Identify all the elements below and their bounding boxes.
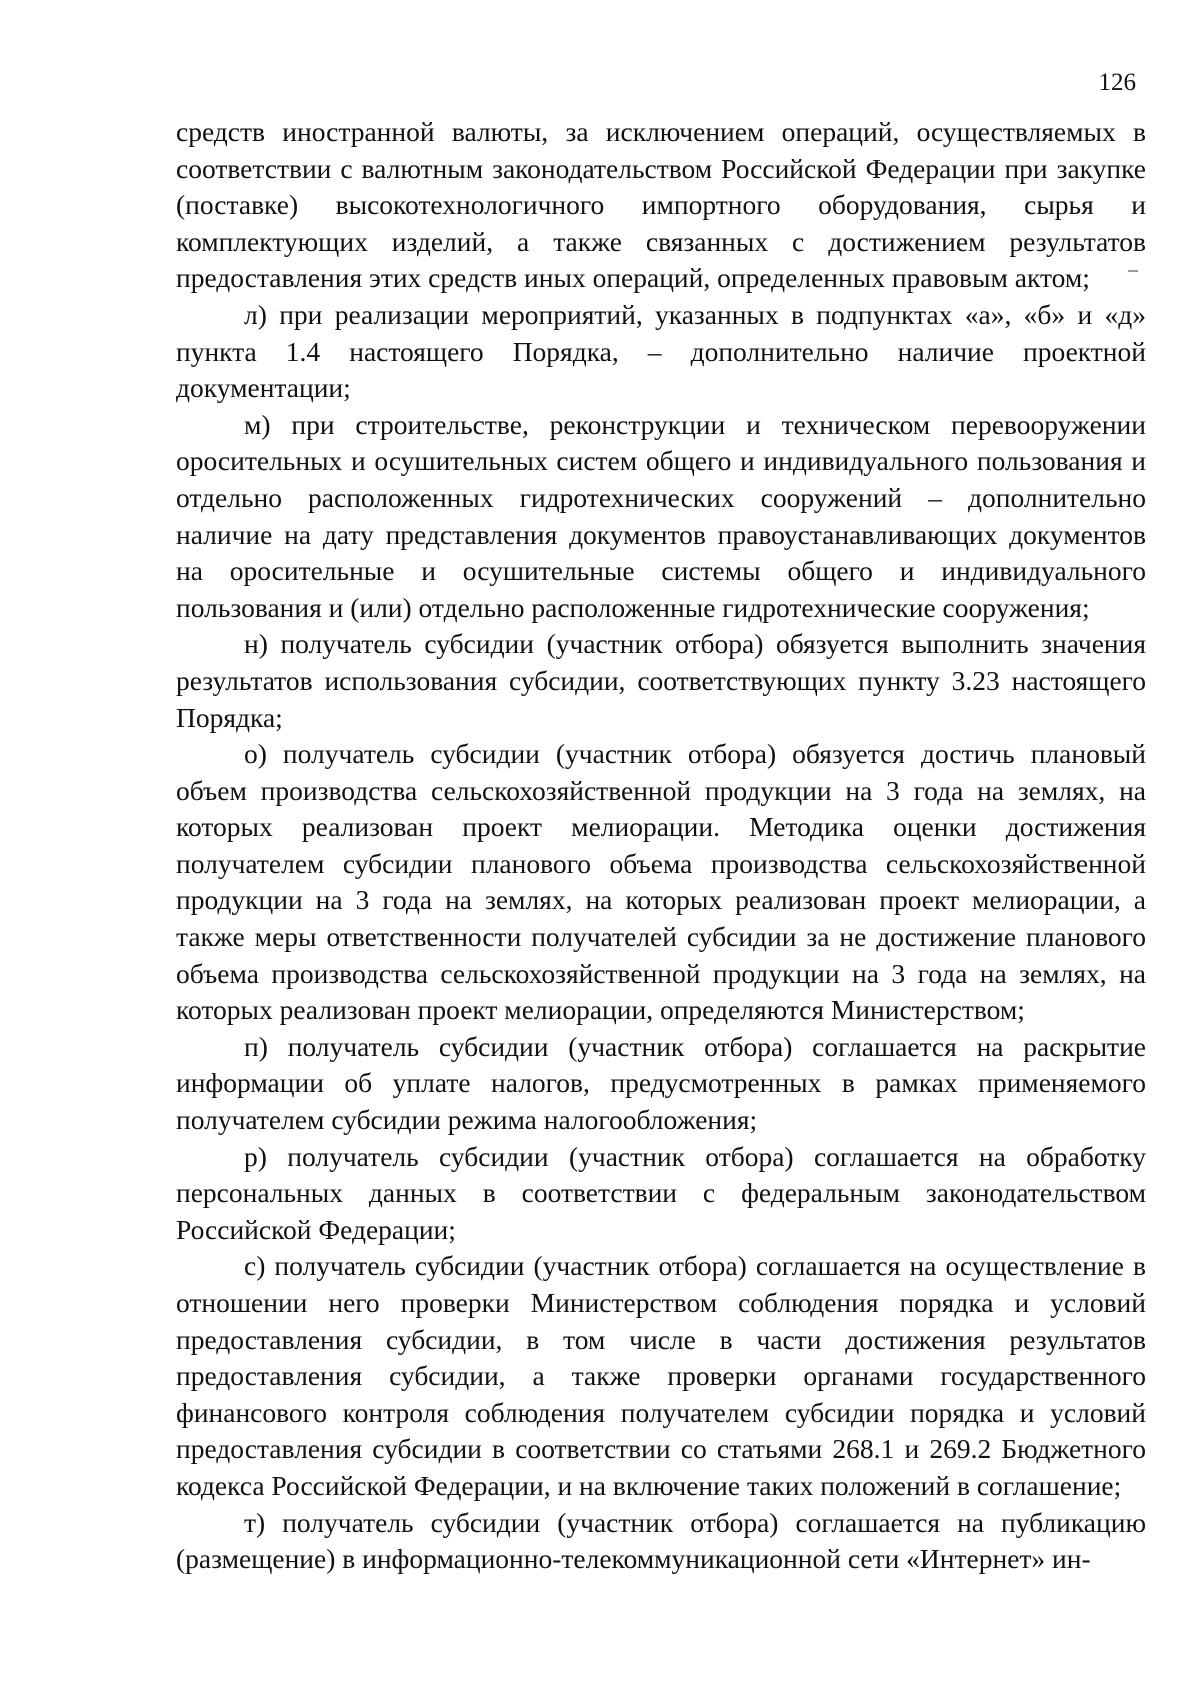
page-number: 126 [1098, 69, 1136, 96]
paragraph-item-l: л) при реализации мероприятий, указанных в подпунктах «а», «б» и «д» пункта 1.4 настоящего Порядка, – дополнительно наличие проектной документации; [176, 298, 1146, 404]
paragraph-item-p: п) получатель субсидии (участник отбора) соглашается на раскрытие информации об уплате налогов, предусмотренных в рамках применяемого получателем субсидии режима налогообложения; [176, 1030, 1146, 1136]
paragraph-item-o: о) получатель субсидии (участник отбора) обязуется достичь плановый объем производства сельскохозяйственной продукции на 3 года на землях, на которых реализован проект мелиорации. Методика оценки достижения получателем субсидии планового объема производства сельскохозяйственной продукции на 3 года на землях, на которых реализован проект мелиорации, а также меры ответственности получателей субсидии за не достижение планового объема производства сельскохозяйственной продукции на 3 года на землях, на которых реализован проект мелиорации, определяются Министерством; [176, 738, 1146, 1026]
paragraph-item-n: н) получатель субсидии (участник отбора) обязуется выполнить значения результатов использования субсидии, соответствующих пункту 3.23 настоящего Порядка; [176, 628, 1146, 733]
document-body [176, 114, 1146, 1578]
paragraph-item-r: р) получатель субсидии (участник отбора) соглашается на обработку персональных данных в соответствии с федеральным законодательством Российской Федерации; [176, 1140, 1146, 1245]
paragraph-item-m: м) при строительстве, реконструкции и техническом перевооружении оросительных и осушительных систем общего и индивидуального пользования и отдельно расположенных гидротехнических сооружений – дополнительно наличие на дату представления документов правоустанавливающих документов на оросительные и осушительные системы общего и индивидуального пользования и (или) отдельно расположенные гидротехнические сооружения; [176, 408, 1146, 623]
paragraph-item-s: с) получатель субсидии (участник отбора) соглашается на осуществление в отношении него проверки Министерством соблюдения порядка и условий предоставления субсидии, в том числе в части достижения результатов предоставления субсидии, а также проверки органами государственного финансового контроля соблюдения получателем субсидии порядка и условий предоставления субсидии в соответствии со статьями 268.1 и 269.2 Бюджетного кодекса Российской Федерации, и на включение таких положений в соглашение; [176, 1250, 1146, 1501]
paragraph-item-t: т) получатель субсидии (участник отбора) соглашается на публикацию (размещение) в информационно-телекоммуникационной сети «Интернет» ин- [176, 1506, 1146, 1575]
paragraph-continuation: средств иностранной валюты, за исключением операций, осуществляемых в соответствии с валютным законодательством Российской Федерации при закупке (поставке) высокотехнологичного импортного оборудования, сырья и комплектующих изделий, а также связанных с достижением результатов предоставления этих средств иных операций, определенных правовым актом; [176, 116, 1146, 294]
